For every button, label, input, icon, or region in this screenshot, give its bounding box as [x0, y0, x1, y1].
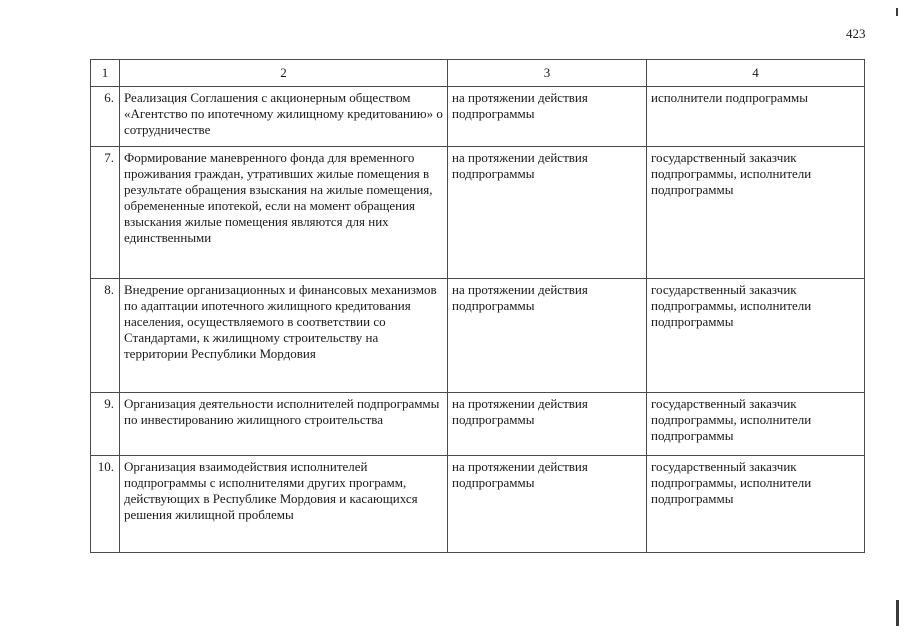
period-cell: на протяжении действия подпрограммы: [448, 147, 647, 279]
period-cell: на протяжении действия подпрограммы: [448, 87, 647, 147]
document-table: [90, 59, 865, 553]
scan-artifact-bottom: [896, 600, 899, 626]
table-row: [91, 456, 865, 553]
scan-artifact-top: [896, 8, 898, 16]
header-cell-4: 4: [647, 60, 865, 87]
executors-cell: государственный заказчик подпрограммы, исполнители подпрограммы: [647, 456, 865, 553]
row-number: 9.: [91, 393, 120, 456]
event-cell: Реализация Соглашения с акционерным обществом «Агентство по ипотечному жилищному кредитованию» о сотрудничестве: [120, 87, 448, 147]
header-cell-2: 2: [120, 60, 448, 87]
row-number: 8.: [91, 279, 120, 393]
header-cell-3: 3: [448, 60, 647, 87]
table-row: [91, 393, 865, 456]
event-cell: Формирование маневренного фонда для временного проживания граждан, утративших жилые помещения в результате обращения взыскания на жилые помещения, обремененные ипотекой, если на момент обращения взыскания жилые помещения являются для них единственными: [120, 147, 448, 279]
page-number: 423: [846, 26, 866, 41]
event-cell: Организация деятельности исполнителей подпрограммы по инвестированию жилищного строительства: [120, 393, 448, 456]
event-cell: Организация взаимодействия исполнителей подпрограммы с исполнителями других программ, действующих в Республике Мордовия и касающихся решения жилищной проблемы: [120, 456, 448, 553]
table-header-row: [91, 60, 865, 87]
table-row: [91, 87, 865, 147]
header-cell-1: 1: [91, 60, 120, 87]
executors-cell: государственный заказчик подпрограммы, исполнители подпрограммы: [647, 393, 865, 456]
table-row: [91, 279, 865, 393]
row-number: 7.: [91, 147, 120, 279]
table-row: [91, 147, 865, 279]
executors-cell: государственный заказчик подпрограммы, исполнители подпрограммы: [647, 279, 865, 393]
row-number: 6.: [91, 87, 120, 147]
row-number: 10.: [91, 456, 120, 553]
event-cell: Внедрение организационных и финансовых механизмов по адаптации ипотечного жилищного кредитования населения, осуществляемого в соответствии со Стандартами, к жилищному строительству на территории Республики Мордовия: [120, 279, 448, 393]
executors-cell: государственный заказчик подпрограммы, исполнители подпрограммы: [647, 147, 865, 279]
period-cell: на протяжении действия подпрограммы: [448, 393, 647, 456]
period-cell: на протяжении действия подпрограммы: [448, 279, 647, 393]
period-cell: на протяжении действия подпрограммы: [448, 456, 647, 553]
executors-cell: исполнители подпрограммы: [647, 87, 865, 147]
